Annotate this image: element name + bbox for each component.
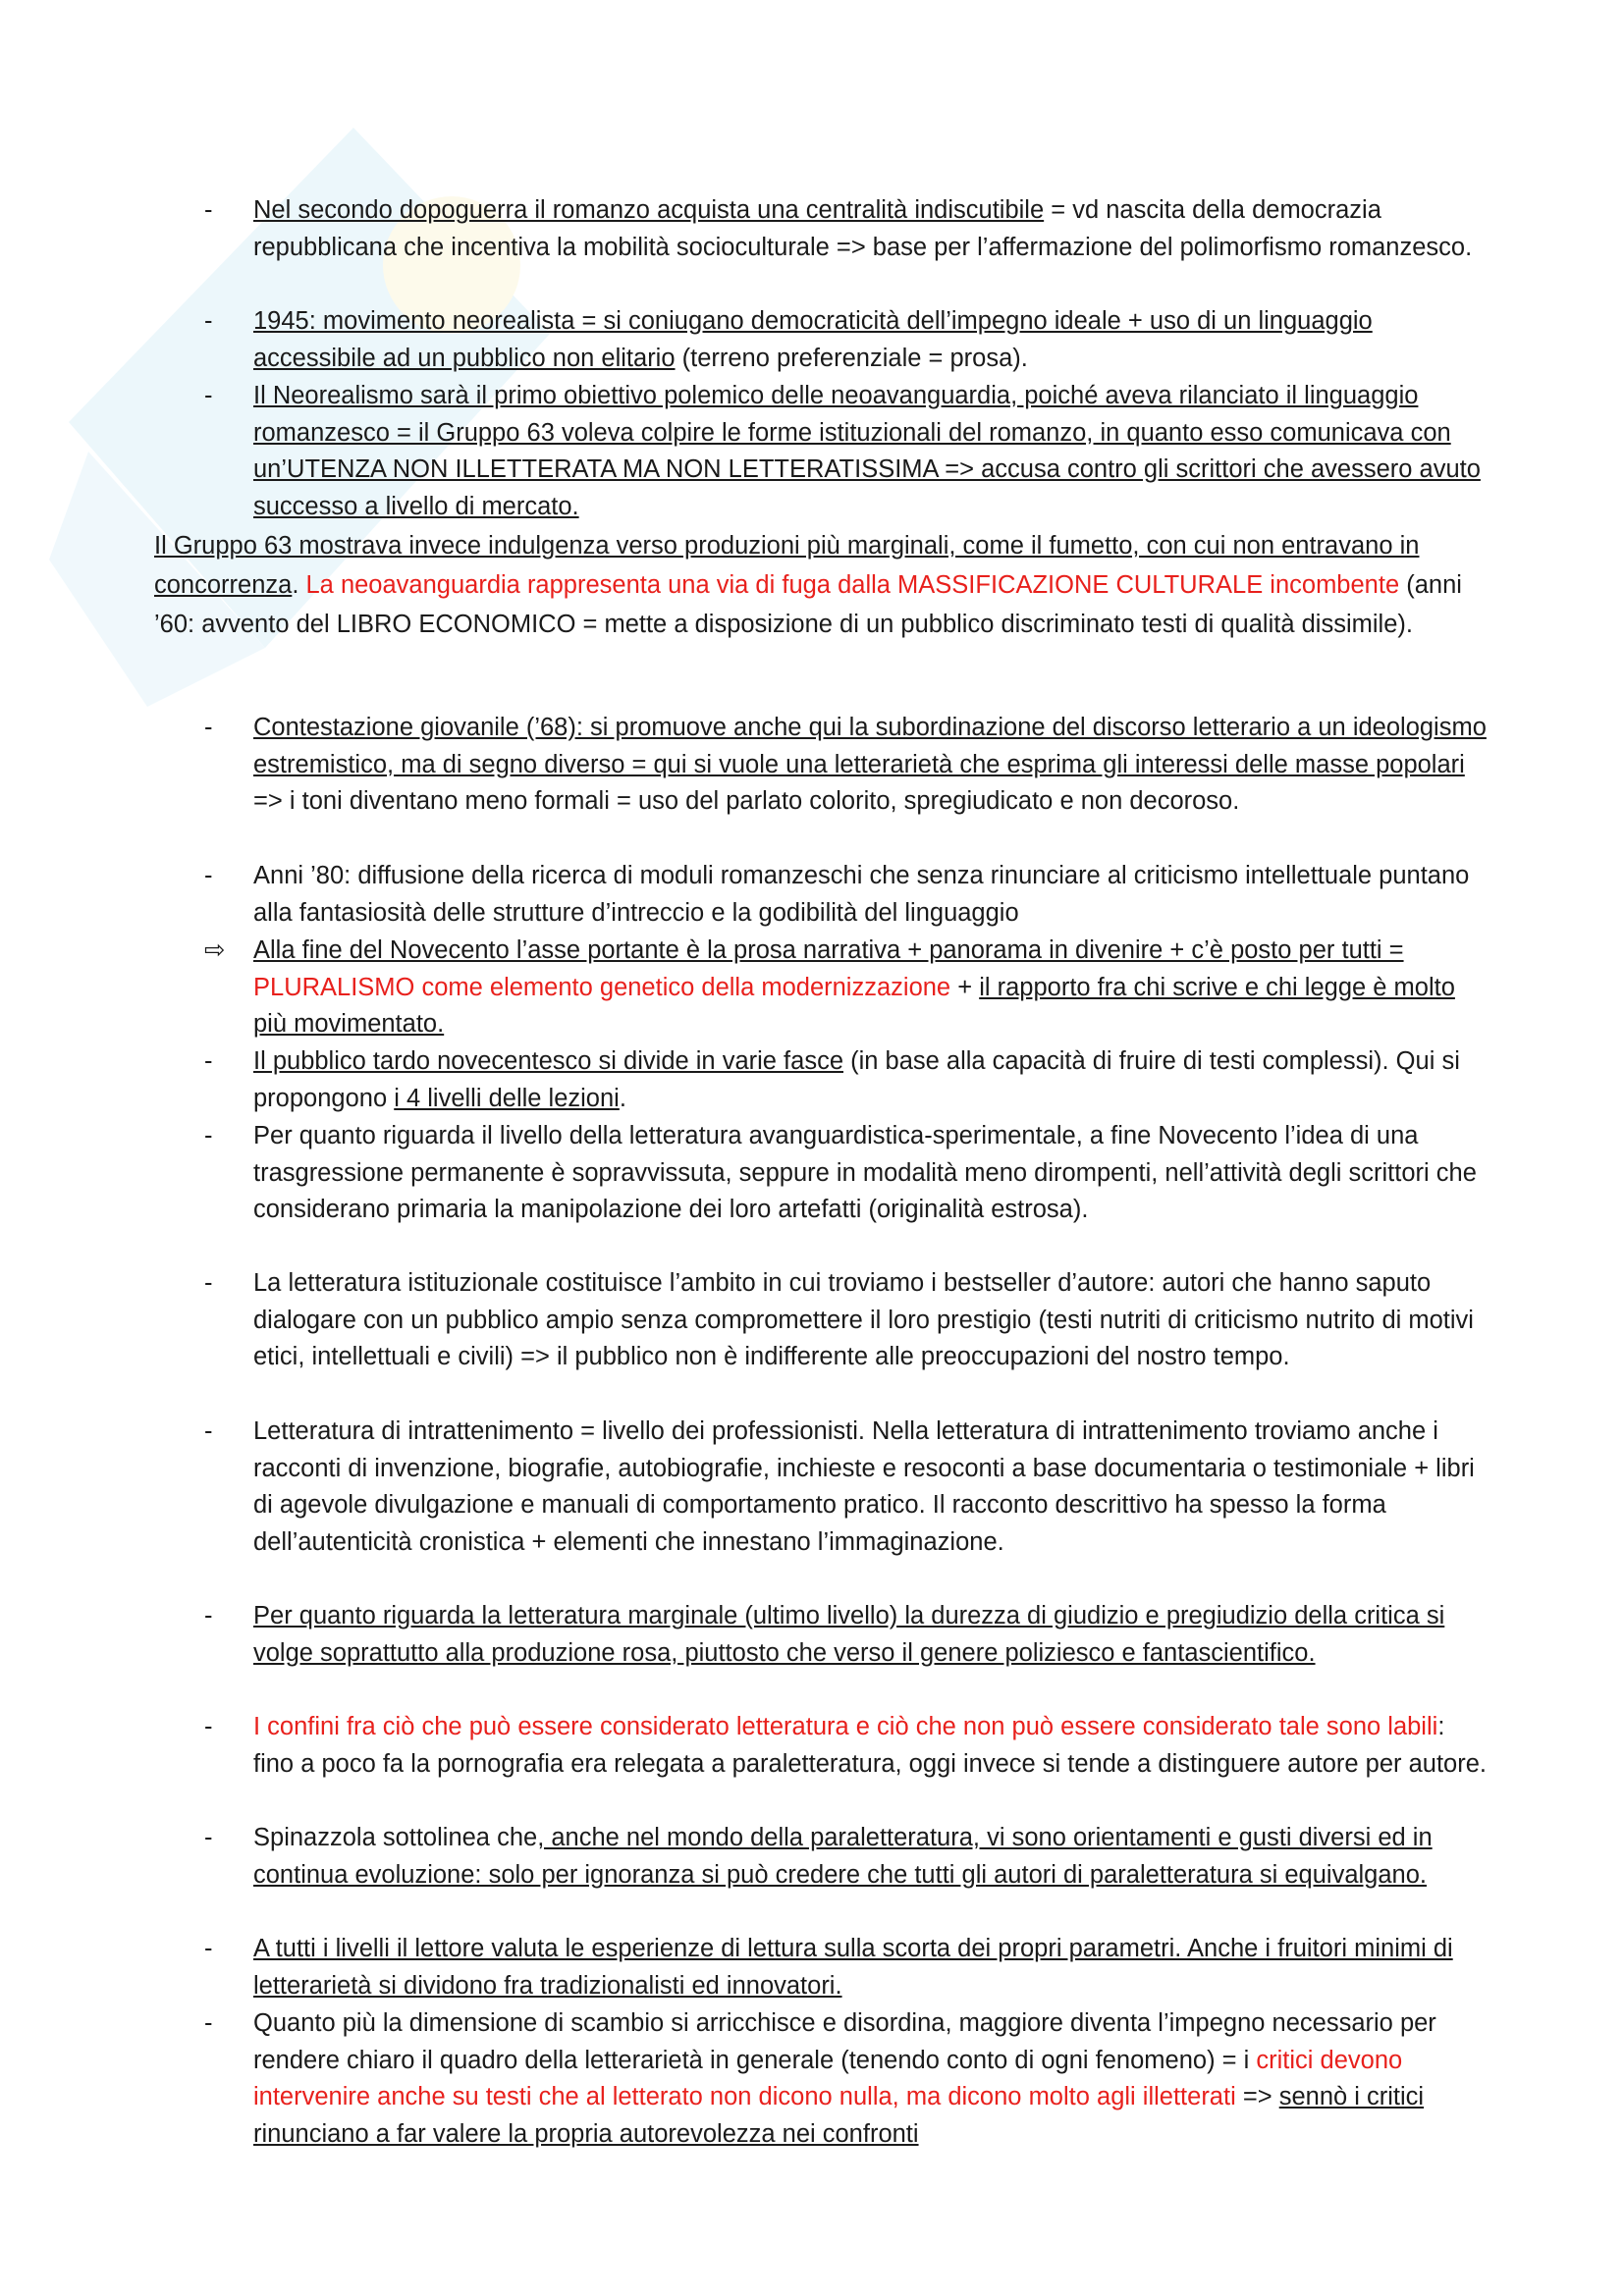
text-run: 1945: movimento neorealista = si coniugano democraticità dell’impegno ideale + uso di un linguaggio accessibile ad un pubblico non elitario — [253, 307, 1373, 372]
text-run: PLURALISMO come elemento genetico della modernizzazione — [253, 973, 951, 1001]
text-run: La letteratura istituzionale costituisce l’ambito in cui troviamo i bestseller d’autore: autori che hanno saputo dialogare con un pubblico ampio senza compromettere il loro prestigio (testi nutriti di criticismo nutrito di motivi etici, intellettuali e civili) => il pubblico non è indifferente alle preoccupazioni del nostro tempo. — [253, 1269, 1474, 1370]
text-run: => i toni diventano meno formali = uso del parlato colorito, spregiudicato e non decoroso. — [253, 787, 1240, 815]
text-run: I confini fra ciò che può essere considerato letteratura e ciò che non può essere considerato tale sono labili — [253, 1713, 1438, 1740]
text-run: Spinazzola sottolinea che — [253, 1824, 538, 1851]
text-run: Letteratura di intrattenimento = livello dei professionisti. Nella letteratura di intrattenimento troviamo anche i racconti di invenzione, biografie, autobiografie, inchieste e resoconti a base documentaria o testimoniale + libri di agevole divulgazione e manuali di comportamento pratico. Il racconto descrittivo ha spesso la forma dell’autenticità cronistica + elementi che innestano l’immaginazione. — [253, 1417, 1475, 1556]
text-run: il rapporto fra chi scrive e chi legge è molto più movimentato. — [253, 973, 1455, 1038]
dash-marker: - — [204, 1935, 213, 1962]
bullet-item — [204, 858, 1490, 932]
text-run: (terreno preferenziale = prosa). — [675, 344, 1028, 372]
text-run: Per quanto riguarda il livello della letteratura avanguardistica-sperimentale, a fine Novecento l’idea di una trasgressione permanente è sopravvissuta, seppure in modalità meno dirompenti, nell’attività degli scrittori che considerano primaria la manipolazione dei loro artefatti (originalità estrosa). — [253, 1122, 1477, 1223]
dash-marker: - — [204, 1269, 213, 1297]
arrow-item — [204, 933, 1490, 1043]
dash-marker: - — [204, 714, 213, 741]
text-run: . — [292, 571, 306, 599]
text-run: La neoavanguardia rappresenta una via di fuga dalla MASSIFICAZIONE CULTURALE incombente — [305, 571, 1400, 599]
dash-marker: - — [204, 2009, 213, 2037]
text-run: Contestazione giovanile (’68): si promuove anche qui la subordinazione del discorso letterario a un ideologismo estremistico, ma di segno diverso = qui si vuole una letterarietà che esprima gli interessi delle masse popolari — [253, 714, 1487, 778]
bullet-item — [204, 1709, 1490, 1783]
dash-marker: - — [204, 1417, 213, 1445]
dash-marker: - — [204, 1047, 213, 1075]
dash-marker: - — [204, 307, 213, 335]
bullet-item — [204, 1931, 1490, 2004]
text-run: : fino a poco fa la pornografia era relegata a paraletteratura, oggi invece si tende a distinguere autore per autore. — [253, 1713, 1487, 1778]
text-run: sennò i critici rinunciano a far valere la propria autorevolezza nei confronti — [253, 2083, 1425, 2148]
dash-marker: - — [204, 1122, 213, 1149]
text-run: A tutti i livelli il lettore valuta le esperienze di lettura sulla scorta dei propri parametri. Anche i fruitori minimi di letterarietà si dividono fra tradizionalisti ed innovatori. — [253, 1935, 1453, 2000]
bullet-item — [204, 1820, 1490, 1894]
dash-marker: - — [204, 862, 213, 889]
arrow-icon: ⇨ — [204, 936, 226, 964]
text-run: i 4 livelli delle lezioni — [394, 1084, 620, 1112]
bullet-item — [204, 1265, 1490, 1376]
bullet-item — [204, 1414, 1490, 1561]
dash-marker: - — [204, 382, 213, 409]
text-run: => — [1235, 2083, 1279, 2110]
bullet-item — [204, 1043, 1490, 1117]
bullet-item — [204, 192, 1490, 266]
text-run: Alla fine del Novecento l’asse portante è la prosa narrativa + panorama in divenire + c’è posto per tutti = — [253, 936, 1404, 964]
text-run: critici devono intervenire anche su testi che al letterato non dicono nulla, ma dicono molto agli illetterati — [253, 2046, 1403, 2110]
text-run: Nel secondo dopoguerra il romanzo acquista una centralità indiscutibile — [253, 196, 1045, 224]
bullet-item — [204, 303, 1490, 377]
text-run: Il pubblico tardo novecentesco si divide in varie fasce — [253, 1047, 844, 1075]
text-run: Il Neorealismo sarà il primo obiettivo polemico delle neoavanguardia, poiché aveva rilanciato il linguaggio romanzesco = il Gruppo 63 voleva colpire le forme istituzionali del romanzo, in quanto esso comunicava con un’UTENZA NON ILLETTERATA MA NON LETTERATISSIMA => accusa contro gli scrittori che avessero avuto successo a livello di mercato. — [253, 382, 1481, 520]
text-run: . — [619, 1084, 626, 1112]
dash-marker: - — [204, 1602, 213, 1629]
dash-marker: - — [204, 1713, 213, 1740]
text-run: Anni ’80: diffusione della ricerca di moduli romanzeschi che senza rinunciare al criticismo intellettuale puntano alla fantasiosità delle strutture d’intreccio e la godibilità del linguaggio — [253, 862, 1470, 927]
text-run: + — [950, 973, 980, 1001]
bullet-item — [204, 2005, 1490, 2153]
paragraph — [154, 526, 1489, 644]
bullet-item — [204, 1118, 1490, 1229]
dash-marker: - — [204, 196, 213, 224]
text-run: , anche nel mondo della paraletteratura, vi sono orientamenti e gusti diversi ed in continua evoluzione: solo per ignoranza si può credere che tutti gli autori di paraletteratura si equivalgano. — [253, 1824, 1433, 1889]
bullet-item — [204, 1598, 1490, 1672]
text-run: Quanto più la dimensione di scambio si arricchisce e disordina, maggiore diventa l’impegno necessario per rendere chiaro il quadro della letterarietà in generale (tenendo conto di ogni fenomeno) = i — [253, 2009, 1436, 2074]
dash-marker: - — [204, 1824, 213, 1851]
text-run: (in base alla capacità di fruire di testi complessi). Qui si propongono — [253, 1047, 1460, 1112]
text-run: Il Gruppo 63 mostrava invece indulgenza verso produzioni più marginali, come il fumetto, con cui non entravano in concorrenza — [154, 532, 1420, 599]
text-run: (anni ’60: avvento del LIBRO ECONOMICO = mette a disposizione di un pubblico discriminato testi di qualità dissimile). — [154, 571, 1462, 638]
text-run: Per quanto riguarda la letteratura marginale (ultimo livello) la durezza di giudizio e pregiudizio della critica si volge soprattutto alla produzione rosa, piuttosto che verso il genere poliziesco e fantascientifico. — [253, 1602, 1445, 1667]
bullet-item — [204, 378, 1490, 525]
bullet-item — [204, 710, 1490, 821]
text-run: = vd nascita della democrazia repubblicana che incentiva la mobilità socioculturale => base per l’affermazione del polimorfismo romanzesco. — [253, 196, 1473, 261]
